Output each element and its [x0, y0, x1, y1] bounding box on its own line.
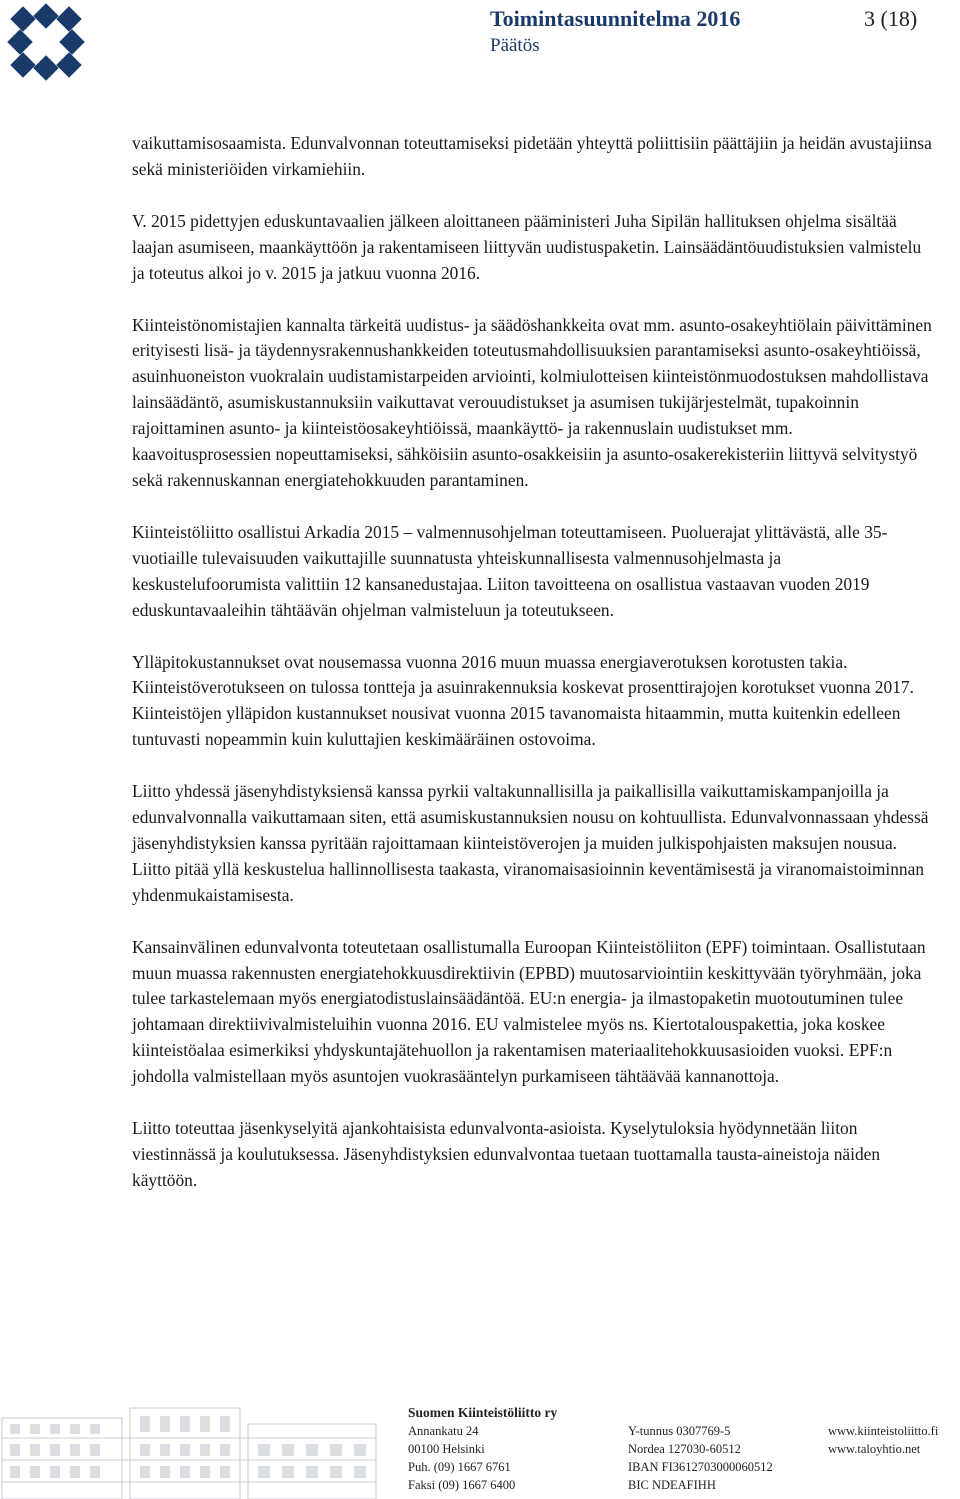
paragraph: vaikuttamisosaamista. Edunvalvonnan toteuttamiseksi pidetään yhteyttä poliittisiin päättäjiin ja heidän avustajiinsa sekä ministeriöiden virkamiehiin. — [132, 133, 932, 179]
paragraph: V. 2015 pidettyjen eduskuntavaalien jälkeen aloittaneen pääministeri Juha Sipilän hallituksen ohjelma sisältää laajan asumiseen, maankäyttöön ja rakentamiseen liittyvän uudistuspaketin. Lainsäädäntöuudistuksien valmistelu ja toteutus alkoi jo v. 2015 ja jatkuu vuonna 2016. — [132, 210, 922, 283]
page-number: 3 (18) — [864, 6, 918, 31]
footer-phone: Puh. (09) 1667 6761 — [408, 1460, 511, 1474]
paragraph: Kiinteistöliitto osallistui Arkadia 2015 – valmennusohjelman toteuttamiseen. Puoluerajat ylittävästä, alle 35-vuotiaille tulevaisuuden vaikuttajille suunnatusta yhteiskunnallisesta valmennusohjelmasta ja keskustelufoorumista valittiin 12 kansanedustajaa. Liiton tavoitteena on osallistua vastaavan vuoden 2019 eduskuntavaaleihin tähtäävän ohjelman valmisteluun ja toteutukseen. — [132, 521, 888, 620]
paragraph: Kansainvälinen edunvalvonta toteutetaan osallistumalla Euroopan Kiinteistöliiton (EPF) toimintaan. Osallistutaan muun muassa rakennusten energiatehokkuusdirektiivin (EPBD) muutosarviointiin keskittyvään työryhmään, joka tulee tarkastelemaan myös energiatodistuslainsäädäntöä. EU:n energia- ja ilmastopaketin muotoutuminen tulee johtamaan direktiivivalmisteluihin vuonna 2016. EU valmistelee myös ns. Kiertotalouspakettia, joka koskee kiinteistöalaa esimerkiksi yhdyskuntajätehuollon ja rakentamisen materiaalitehokkuusasioiden vuoksi. EPF:n johdolla valmistellaan myös asuntojen vuokrasääntelyn purkamiseen tähtäävää kannanottoja. — [132, 936, 926, 1087]
footer-banking — [628, 1404, 773, 1494]
building-facade-icon — [0, 1398, 380, 1499]
document-subtitle: Päätös — [490, 35, 540, 56]
footer-postal: 00100 Helsinki — [408, 1442, 485, 1456]
footer-contact — [408, 1404, 557, 1494]
footer-address: Annankatu 24 — [408, 1424, 479, 1438]
document-body — [132, 131, 932, 1220]
kiinteistoliitto-logo-icon — [6, 2, 86, 82]
paragraph: Liitto toteuttaa jäsenkyselyitä ajankohtaisista edunvalvonta-asioista. Kyselytuloksia hyödynnetään liiton viestinnässä ja koulutuksessa. Jäsenyhdistyksien edunvalvontaa tuetaan tuottamalla tausta-aineistoja näiden käyttöön. — [132, 1118, 881, 1190]
paragraph: Ylläpitokustannukset ovat nousemassa vuonna 2016 muun muassa energiaverotuksen korotusten takia. Kiinteistöverotukseen on tulossa tontteja ja asuinrakennuksia koskevat prosenttirajojen korotukset vuonna 2017. Kiinteistöjen ylläpidon kustannukset nousivat vuonna 2015 tavanomaista hitaammin, mutta kuitenkin edelleen tuntuvasti nopeammin kuin kuluttajien keskimääräinen ostovoima. — [132, 651, 914, 750]
footer-business-id: Y-tunnus 0307769-5 — [628, 1424, 731, 1438]
footer-iban: IBAN FI3612703000060512 — [628, 1460, 773, 1474]
footer-bic: BIC NDEAFIHH — [628, 1478, 716, 1492]
paragraph: Kiinteistönomistajien kannalta tärkeitä uudistus- ja säädöshankkeita ovat mm. asunto-osakeyhtiölain päivittäminen erityisesti lisä- ja täydennysrakennushankkeiden toteutusmahdollisuuksien parantamiseksi asunto-osakeyhtiöissä, asuinhuoneiston vuokralain uudistamistarpeiden arviointi, kolmiulotteisen kiinteistönmuodostuksen mahdollistava lainsäädäntö, asumiskustannuksiin vaikuttavat verouudistukset ja asumisen tukijärjestelmät, tupakoinnin rajoittaminen asunto- ja kiinteistöosakeyhtiöissä, maankäyttö- ja rakennuslain uudistukset mm. kaavoitusprosessien nopeuttamiseksi, sähköisiin asunto-osakkeisiin ja asunto-osakerekisteriin liittyvä selvitystyö sekä rakennuskannan energiatehokkuuden parantaminen. — [132, 314, 932, 490]
footer-web — [828, 1404, 938, 1458]
document-title: Toimintasuunnitelma 2016 — [490, 6, 741, 31]
footer-bank: Nordea 127030-60512 — [628, 1442, 741, 1456]
footer-org-name: Suomen Kiinteistöliitto ry — [408, 1405, 558, 1420]
paragraph: Liitto yhdessä jäsenyhdistyksiensä kanssa pyrkii valtakunnallisilla ja paikallisilla vaikuttamiskampanjoilla ja edunvalvonnalla vaikuttamaan siten, että asumiskustannuksien nousu on kohtuullista. Edunvalvonnassaan yhdessä jäsenyhdistyksien kanssa pyritään rajoittamaan kiinteistöverojen ja muiden julkispohjaisten maksujen nousua. Liitto pitää yllä keskustelua hallinnollisesta taakasta, viranomaisasioinnin keventämisestä ja viranomaistoiminnan yhdenmukaistamisesta. — [132, 781, 929, 905]
footer-web-link[interactable]: www.kiinteistoliitto.fi — [828, 1424, 939, 1438]
footer-fax: Faksi (09) 1667 6400 — [408, 1478, 516, 1492]
footer-web-link[interactable]: www.taloyhtio.net — [828, 1442, 921, 1456]
